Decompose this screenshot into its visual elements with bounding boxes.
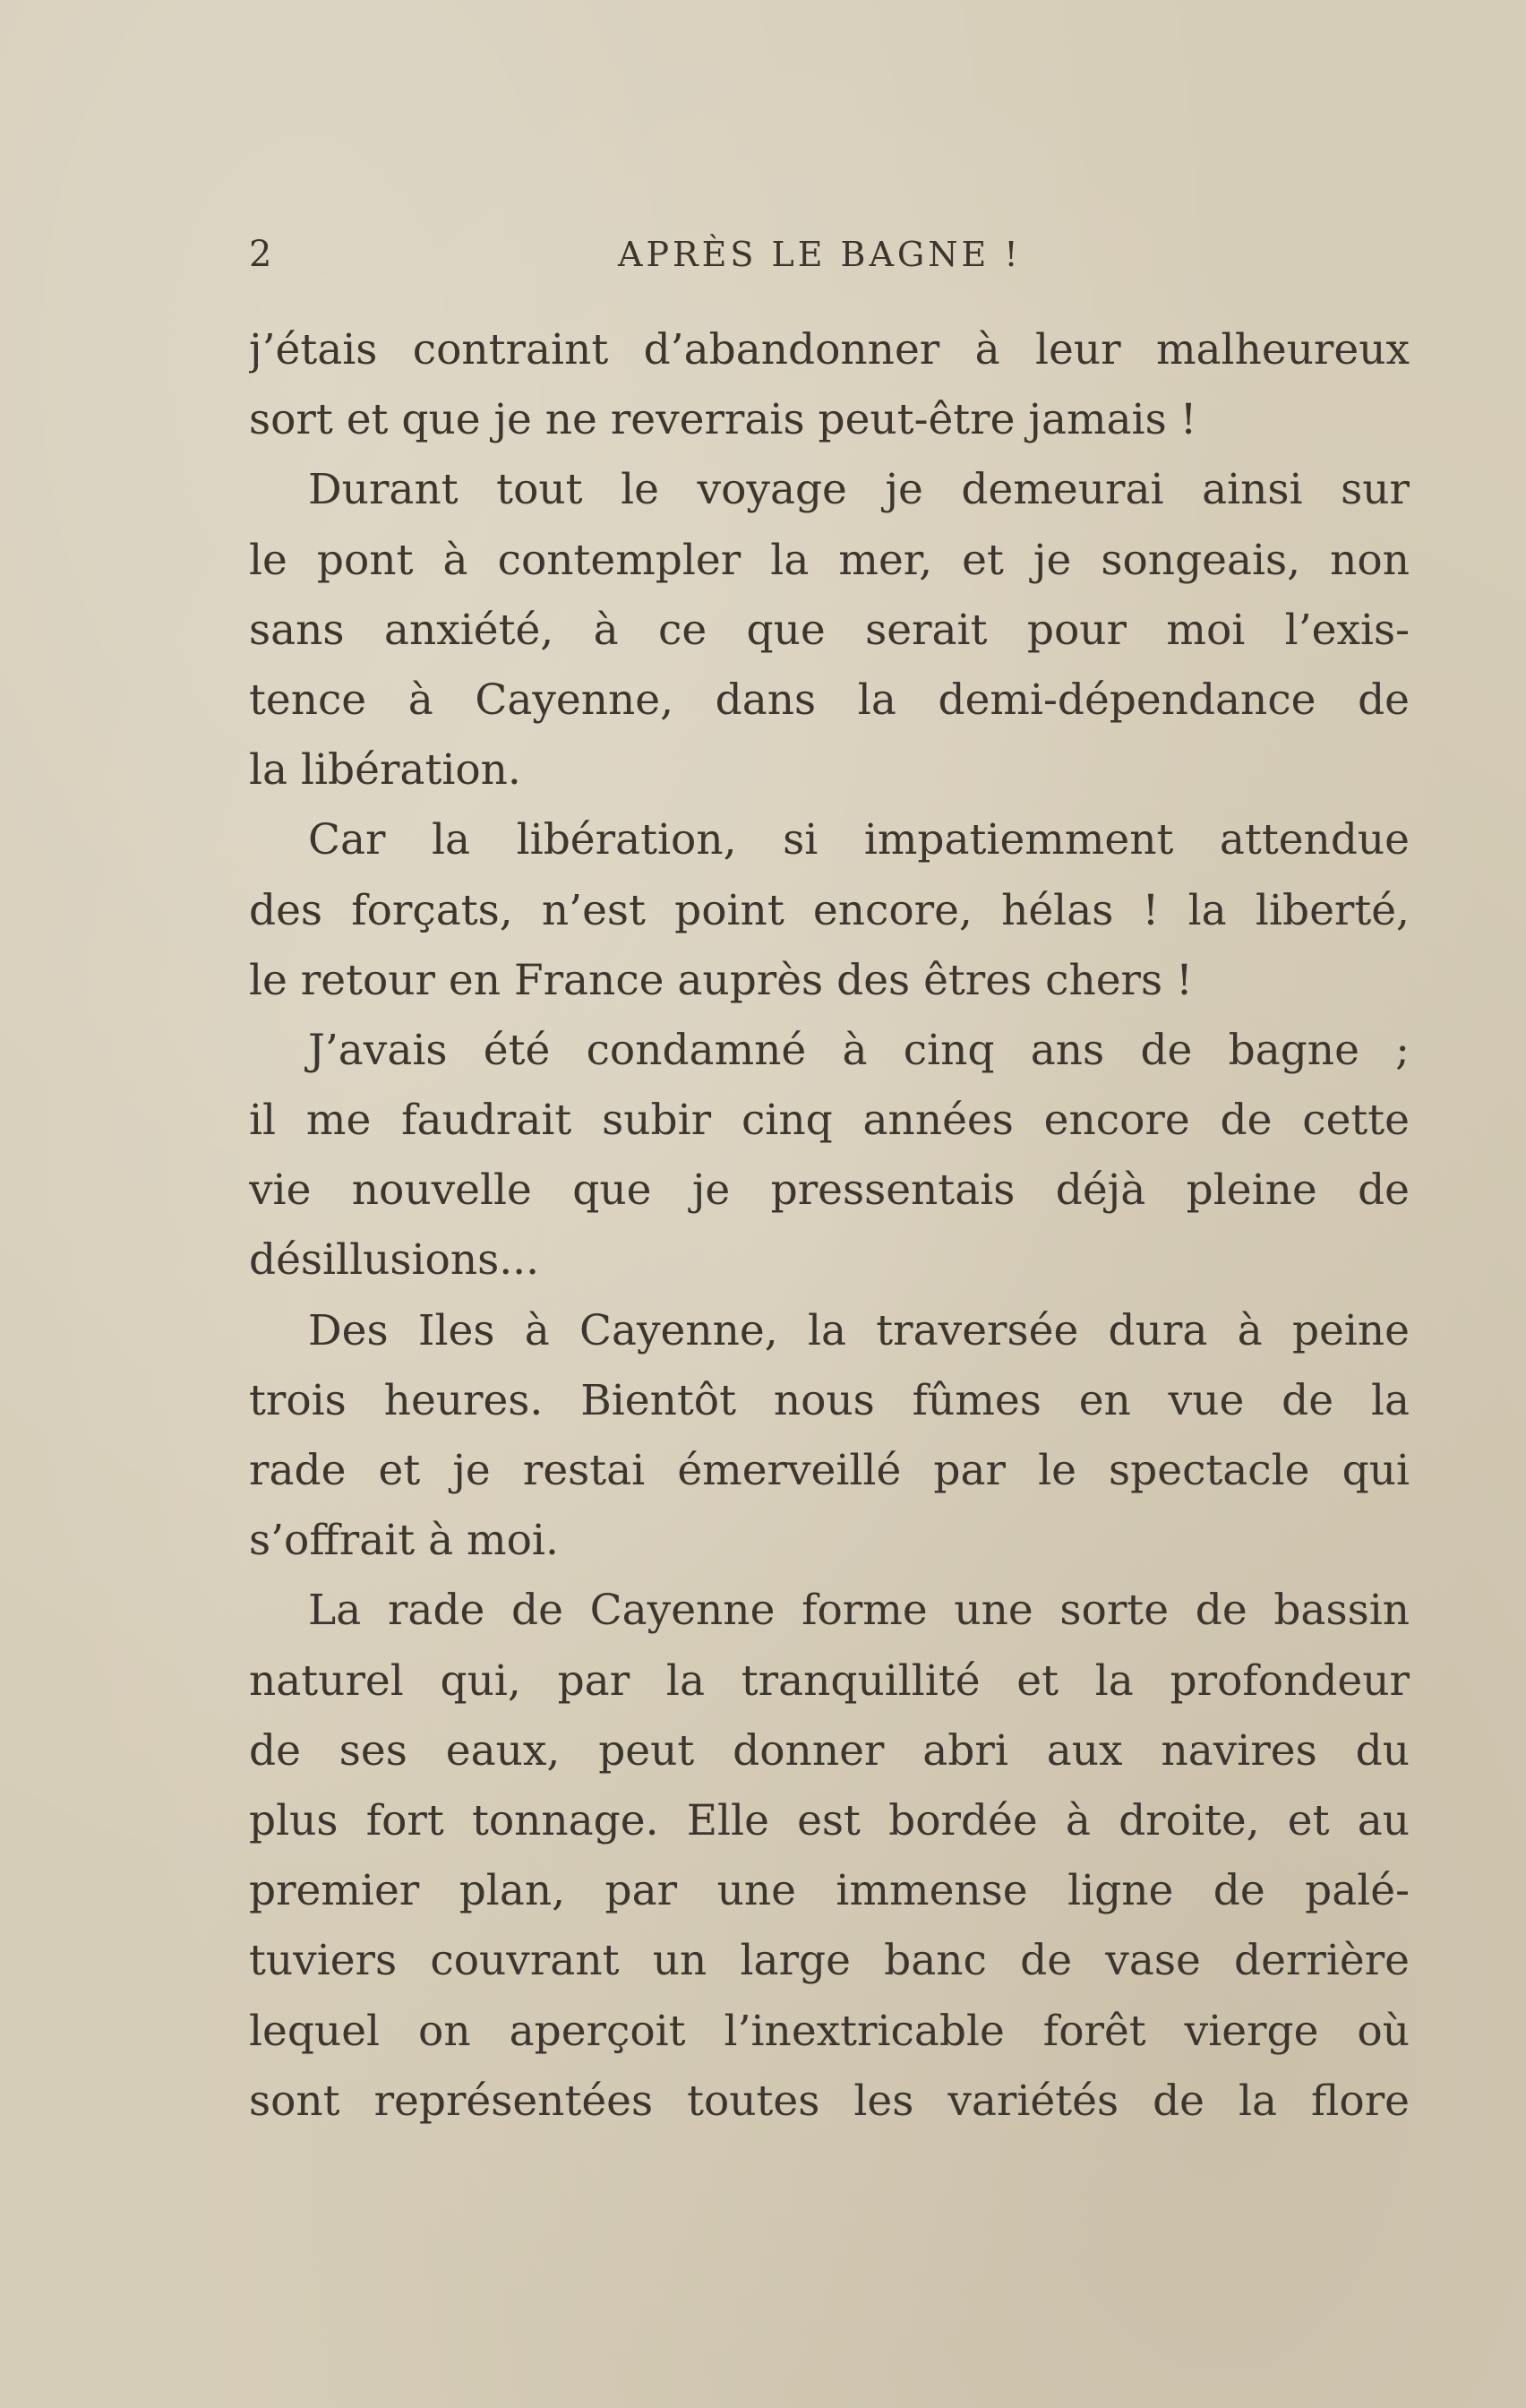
text-line: trois heures. Bientôt nous fûmes en vue de la: [249, 1375, 1410, 1425]
text-line: naturel qui, par la tranquillité et la profondeur: [249, 1656, 1410, 1706]
page-number: 2: [249, 234, 273, 275]
text-line: sort et que je ne reverrais peut-être jamais !: [249, 395, 1197, 445]
text-line: Car la libération, si impatiemment attendue: [308, 815, 1410, 865]
body-text: [249, 324, 1410, 2146]
text-line: vie nouvelle que je pressentais déjà pleine de: [249, 1165, 1410, 1216]
text-line: Durant tout le voyage je demeurai ainsi sur: [308, 465, 1410, 515]
text-line: il me faudrait subir cinq années encore de cette: [249, 1096, 1410, 1146]
text-line: sans anxiété, à ce que serait pour moi l’exis-: [249, 605, 1410, 655]
text-line: plus fort tonnage. Elle est bordée à droite, et au: [249, 1795, 1410, 1845]
text-line: j’étais contraint d’abandonner à leur malheureux: [249, 325, 1410, 374]
text-line: rade et je restai émerveillé par le spectacle qui: [249, 1446, 1410, 1495]
text-line: lequel on aperçoit l’inextricable forêt vierge où: [249, 2006, 1410, 2056]
text-line: La rade de Cayenne forme une sorte de bassin: [308, 1586, 1410, 1636]
text-line: de ses eaux, peut donner abri aux navires du: [249, 1725, 1410, 1776]
text-line: Des Iles à Cayenne, la traversée dura à peine: [308, 1305, 1410, 1355]
page-header: [249, 231, 1410, 285]
text-line: s’offrait à moi.: [249, 1516, 559, 1566]
text-line: sont représentées toutes les variétés de la flore: [249, 2076, 1410, 2126]
text-line: tuviers couvrant un large banc de vase derrière: [249, 1936, 1410, 1986]
text-line: désillusions...: [249, 1235, 540, 1286]
text-line: la libération.: [249, 745, 521, 796]
text-line: le pont à contempler la mer, et je songeais, non: [249, 535, 1410, 585]
running-head: APRÈS LE BAGNE !: [618, 235, 1022, 274]
text-line: J’avais été condamné à cinq ans de bagne ;: [308, 1025, 1410, 1075]
text-line: tence à Cayenne, dans la demi-dépendance de: [249, 675, 1410, 725]
text-line: le retour en France auprès des êtres chers !: [249, 955, 1193, 1005]
text-line: des forçats, n’est point encore, hélas ! la liberté,: [249, 885, 1410, 935]
text-line: premier plan, par une immense ligne de palé-: [249, 1866, 1410, 1916]
